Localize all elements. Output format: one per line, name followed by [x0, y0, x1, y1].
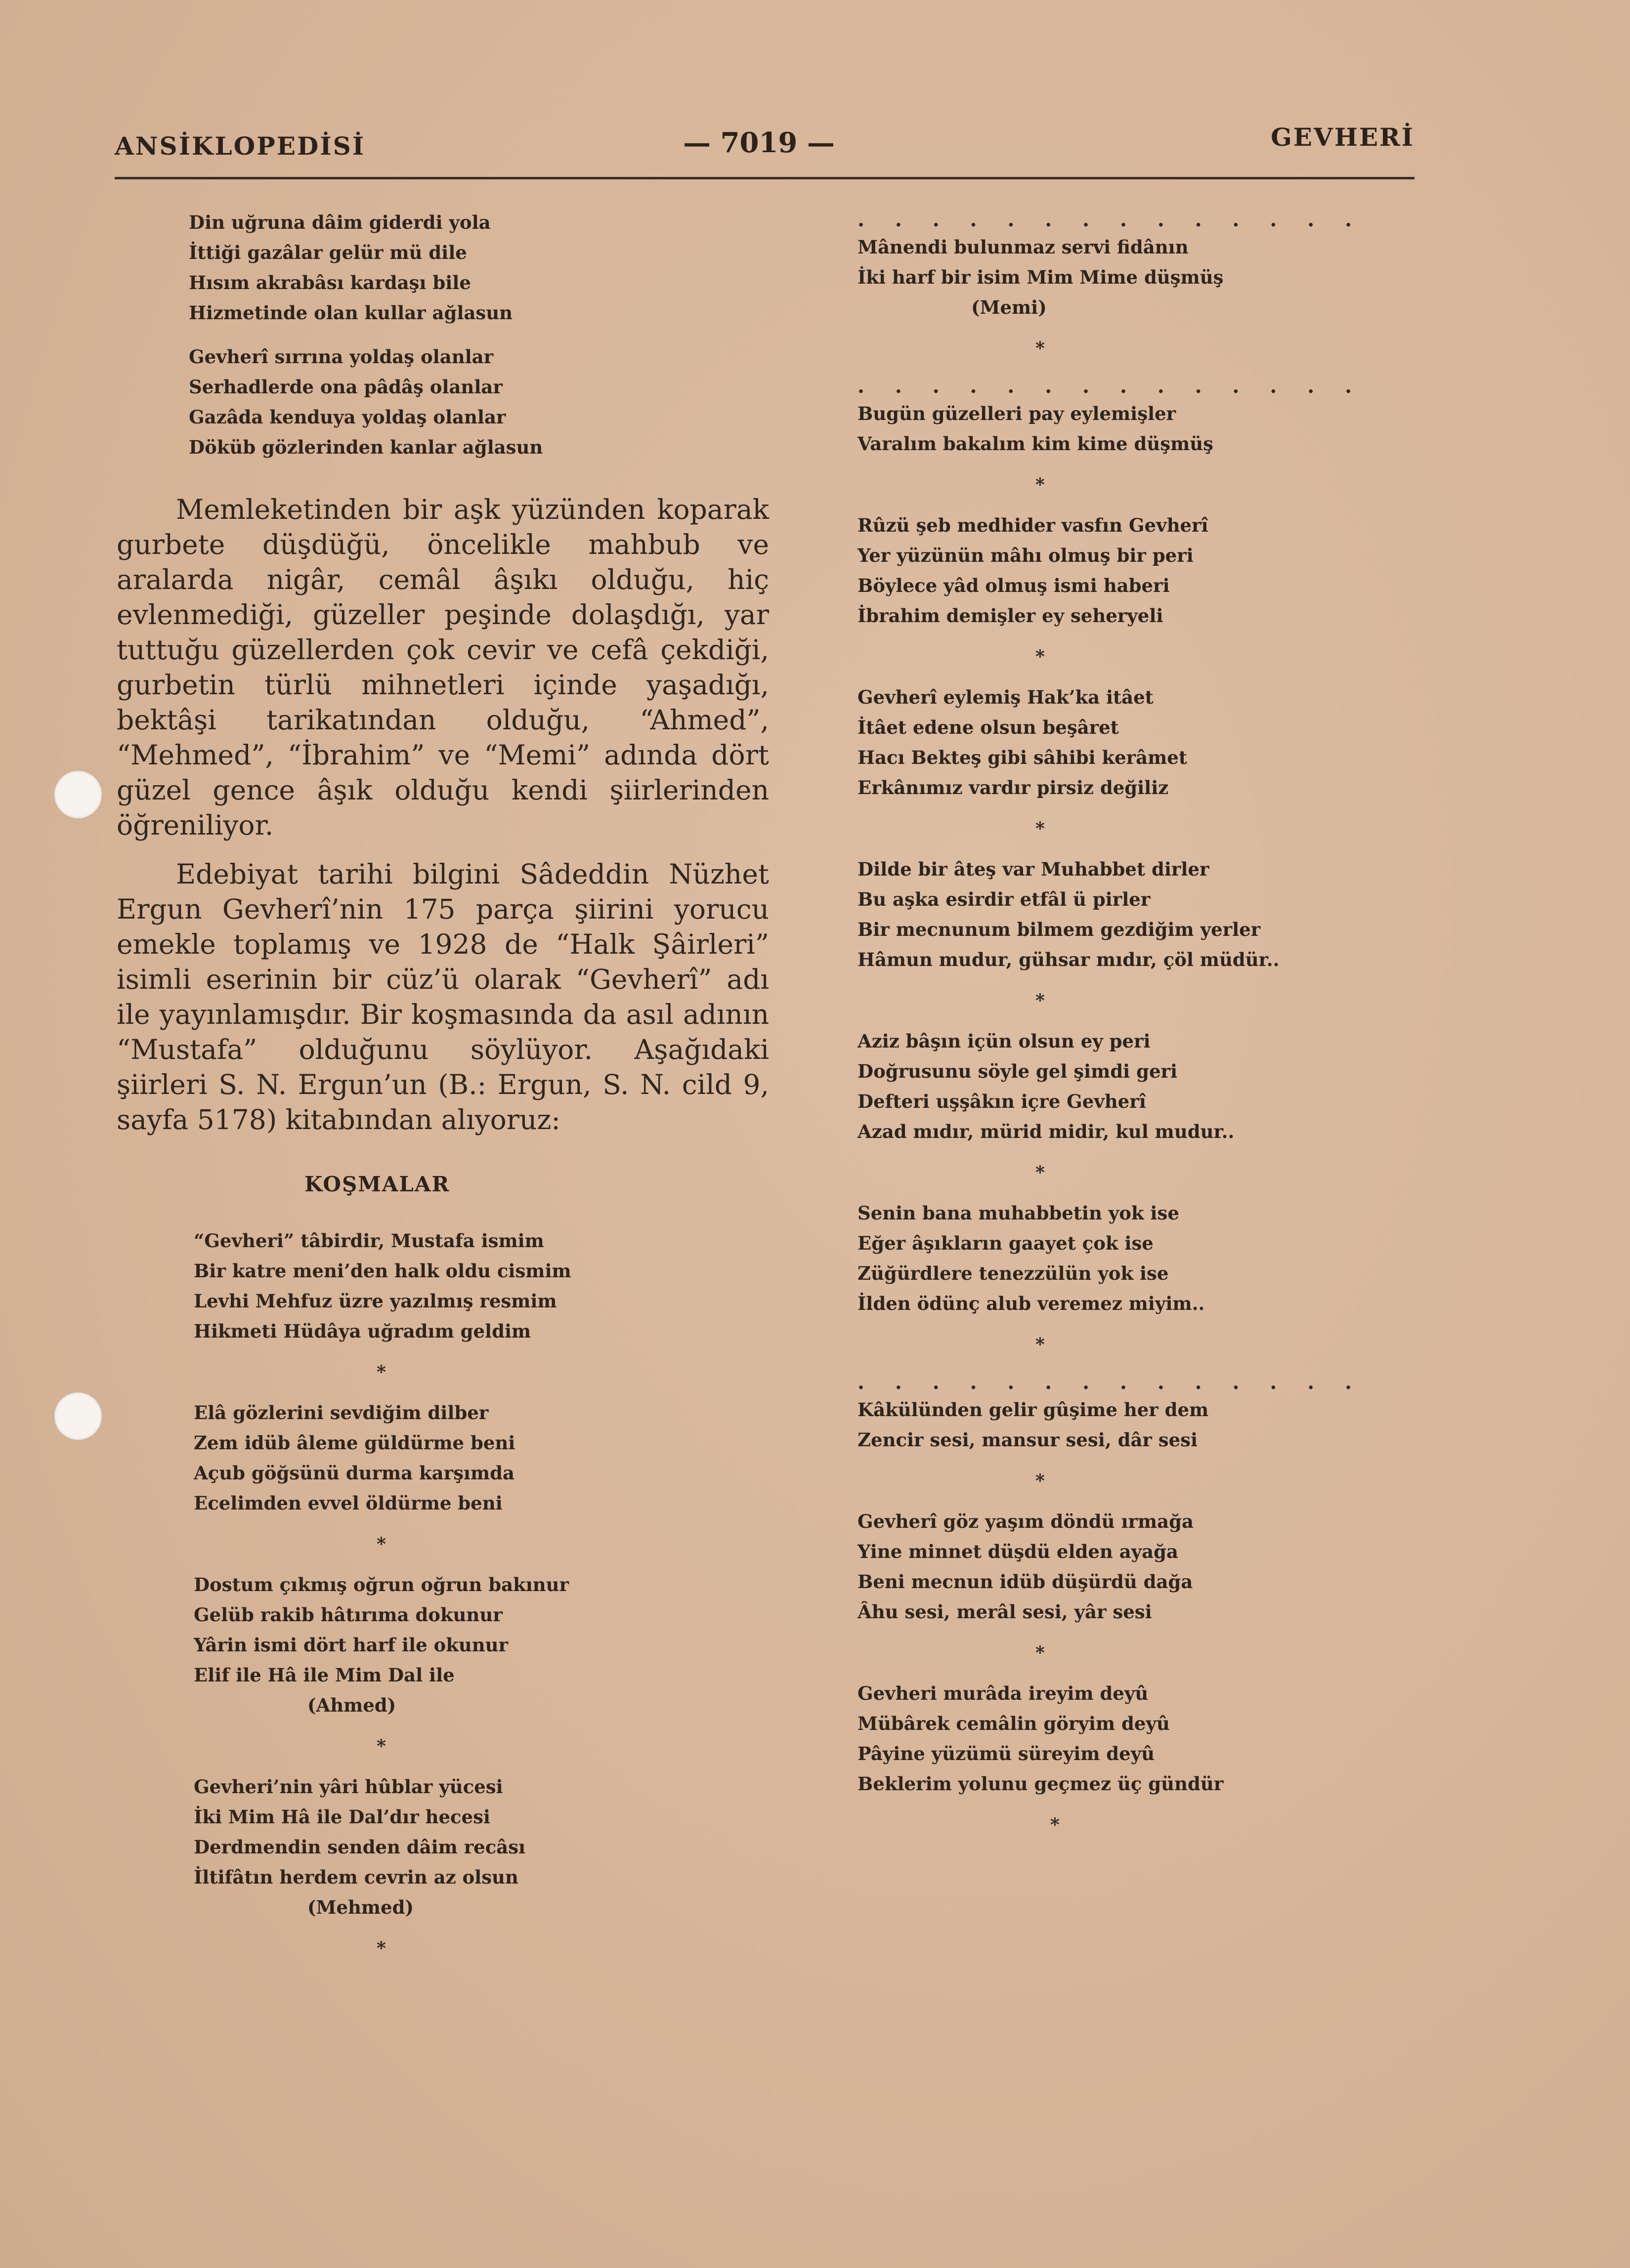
star-separator: *: [1035, 338, 1045, 359]
verse-line: Doğrusunu söyle gel şimdi geri: [858, 1060, 1178, 1082]
star-separator: *: [1035, 1470, 1045, 1491]
verse-line: Levhi Mehfuz üzre yazılmış resmim: [194, 1290, 557, 1312]
verse-line: İki harf bir isim Mim Mime düşmüş: [858, 266, 1224, 288]
star-separator: *: [377, 1362, 386, 1383]
verse-line: Açub göğsünü durma karşımda: [194, 1462, 515, 1484]
star-separator: *: [1050, 1814, 1060, 1835]
stanza: [194, 1570, 769, 1721]
verse-line: Erkânımız vardır pirsiz değiliz: [858, 777, 1169, 798]
stanza: [189, 208, 769, 328]
verse-line: Ecelimden evvel öldürme beni: [194, 1492, 503, 1514]
stanza: [194, 1772, 769, 1923]
verse-line: Elâ gözlerini sevdiğim dilber: [194, 1402, 489, 1424]
verse-line: Pâyine yüzümü süreyim deyû: [858, 1743, 1155, 1764]
verse-line: Din uğruna dâim giderdi yola: [189, 211, 491, 233]
verse-line: Yârin ismi dört harf ile okunur: [194, 1634, 509, 1656]
verse-line: Zem idüb âleme güldürme beni: [194, 1432, 515, 1454]
verse-line: Hizmetinde olan kullar ağlasun: [189, 302, 513, 324]
stanza: [194, 1226, 769, 1346]
left-column: [117, 208, 769, 1974]
verse-line: Mübârek cemâlin göryim deyû: [858, 1713, 1170, 1734]
verse-line: Aziz bâşın içün olsun ey peri: [858, 1030, 1151, 1052]
stanza: [194, 1398, 769, 1518]
verse-line: Mânendi bulunmaz servi fidânın: [858, 236, 1189, 258]
verse-line: İbrahim demişler ey seheryeli: [858, 605, 1163, 627]
verse-line: Dilde bir âteş var Muhabbet dirler: [858, 858, 1209, 880]
stanza: [858, 399, 1416, 459]
verse-line: Gevherî eylemiş Hak’ka itâet: [858, 686, 1154, 708]
verse-line: Bir katre meni’den halk oldu cismim: [194, 1260, 571, 1282]
verse-line: Züğürdlere tenezzülün yok ise: [858, 1262, 1169, 1284]
verse-line: Bu aşka esirdir etfâl ü pirler: [858, 888, 1151, 910]
verse-block: [117, 208, 769, 462]
page-header: [115, 123, 1415, 172]
verse-line: Bugün güzelleri pay eylemişler: [858, 403, 1176, 424]
star-separator: *: [1035, 1334, 1045, 1355]
verse-line: İlden ödünç alub veremez miyim..: [858, 1293, 1205, 1314]
verse-line: Derdmendin senden dâim recâsı: [194, 1836, 526, 1858]
ellipsis-separator: . . . . . . . . . . . . . .: [858, 208, 1364, 231]
verse-line: Senin bana muhabbetin yok ise: [858, 1202, 1179, 1224]
verse-line: Beklerim yolunu geçmez üç gündür: [858, 1773, 1224, 1795]
stanza: [858, 1395, 1416, 1455]
verse-line: İttiği gazâlar gelür mü dile: [189, 242, 467, 263]
verse-line: Yine minnet düşdü elden ayağa: [858, 1541, 1178, 1562]
verse-line: Kâkülünden gelir gûşime her dem: [858, 1399, 1209, 1421]
right-column: [858, 208, 1416, 1850]
verse-line: Rûzü şeb medhider vasfın Gevherî: [858, 514, 1208, 536]
paragraph: Edebiyat tarihi bilgini Sâdeddin Nüzhet Ergun Gevherî’nin 175 parça şiirini yorucu emekle toplamış ve 1928 de “Halk Şâirleri” isimli eserinin bir cüz’ü olarak “Gevherî” adı ile yayınlamışdır. Bir koşmasında da asıl adının “Mustafa” olduğunu söylüyor. Aşağıdaki şiirleri S. N. Ergun’un (B.: Ergun, S. N. cild 9, sayfa 5178) kitabından alıyoruz:: [117, 858, 769, 1135]
verse-line: Bir mecnunum bilmem gezdiğim yerler: [858, 919, 1261, 940]
prose-block: [117, 492, 769, 1137]
verse-line: İltifâtın herdem cevrin az olsun: [194, 1866, 518, 1888]
poem-caption: (Mehmed): [307, 1896, 414, 1918]
star-separator: *: [377, 1938, 386, 1959]
verse-line: Gelüb rakib hâtırıma dokunur: [194, 1604, 503, 1626]
star-separator: *: [1035, 474, 1045, 495]
verse-line: Eğer âşıkların gaayet çok ise: [858, 1232, 1154, 1254]
verse-line: Gevherî göz yaşım döndü ırmağa: [858, 1511, 1194, 1532]
verse-line: Gazâda kenduya yoldaş olanlar: [189, 406, 506, 428]
verse-line: Gevheri murâda ireyim deyû: [858, 1682, 1149, 1704]
stanza: [858, 1679, 1416, 1799]
verse-line: Hâmun mudur, gühsar mıdır, çöl müdür..: [858, 949, 1280, 970]
stanza: [858, 1026, 1416, 1147]
verse-line: Hısım akrabâsı kardaşı bile: [189, 272, 471, 294]
verse-line: Serhadlerde ona pâdâş olanlar: [189, 376, 503, 398]
section-heading: KOŞMALAR: [304, 1172, 450, 1196]
stanza: [858, 854, 1416, 975]
verse-line: İki Mim Hâ ile Dal’dır hecesi: [194, 1806, 490, 1828]
verse-line: Yer yüzünün mâhı olmuş bir peri: [858, 545, 1194, 566]
stanza: [858, 232, 1416, 323]
verse-line: Defteri uşşâkın içre Gevherî: [858, 1091, 1146, 1112]
verse-line: Varalım bakalım kim kime düşmüş: [858, 433, 1213, 455]
verse-line: Hacı Bekteş gibi sâhibi kerâmet: [858, 747, 1187, 768]
verse-line: Âhu sesi, merâl sesi, yâr sesi: [858, 1601, 1152, 1623]
verse-line: İtâet edene olsun beşâret: [858, 716, 1119, 738]
poem-caption: (Ahmed): [307, 1694, 396, 1716]
verse-line: Dostum çıkmış oğrun oğrun bakınur: [194, 1574, 569, 1596]
star-separator: *: [377, 1534, 386, 1554]
verse-line: Elif ile Hâ ile Mim Dal ile: [194, 1664, 455, 1686]
ellipsis-separator: . . . . . . . . . . . . . .: [858, 1371, 1364, 1394]
verse-line: “Gevheri” tâbirdir, Mustafa ismim: [194, 1230, 544, 1252]
stanza: [858, 510, 1416, 631]
verse-line: Gevherî sırrına yoldaş olanlar: [189, 346, 494, 368]
stanza: [858, 682, 1416, 803]
poem-caption: (Memi): [971, 296, 1047, 318]
verse-line: Döküb gözlerinden kanlar ağlasun: [189, 436, 543, 458]
star-separator: *: [1035, 1162, 1045, 1183]
binder-hole: [54, 1392, 102, 1440]
star-separator: *: [1035, 818, 1045, 839]
star-separator: *: [1035, 646, 1045, 667]
header-rule: [115, 177, 1415, 179]
star-separator: *: [377, 1736, 386, 1757]
poem-block: [117, 1226, 769, 1963]
page-number: — 7019 —: [683, 126, 835, 159]
stanza: [858, 1507, 1416, 1627]
ellipsis-separator: . . . . . . . . . . . . . .: [858, 375, 1364, 398]
verse-line: Hikmeti Hüdâya uğradım geldim: [194, 1320, 531, 1342]
star-separator: *: [1035, 990, 1045, 1011]
verse-line: Azad mıdır, mürid midir, kul mudur..: [858, 1121, 1235, 1142]
binder-hole: [54, 771, 102, 818]
verse-line: Gevheri’nin yâri hûblar yücesi: [194, 1776, 503, 1798]
stanza: [858, 1198, 1416, 1319]
header-right-title: GEVHERİ: [1271, 123, 1415, 152]
verse-line: Beni mecnun idüb düşürdü dağa: [858, 1571, 1193, 1593]
star-separator: *: [1035, 1642, 1045, 1663]
verse-line: Böylece yâd olmuş ismi haberi: [858, 575, 1170, 596]
header-left-title: ANSİKLOPEDİSİ: [115, 131, 366, 161]
paragraph: Memleketinden bir aşk yüzünden koparak gurbete düşdüğü, öncelikle mahbub ve aralarda nigâr, cemâl âşıkı olduğu, hiç evlenmediği, güzeller peşinde dolaşdığı, yar tuttuğu güzellerden çok cevir ve cefâ çekdiği, gurbetin türlü mihnetleri içinde yaşadığı, bektâşi tarikatından olduğu, “Ahmed”, “Mehmed”, “İbrahim” ve “Memi” adında dört güzel gence âşık olduğu kendi şiirlerinden öğreniliyor.: [117, 494, 769, 841]
stanza: [189, 342, 769, 462]
verse-line: Zencir sesi, mansur sesi, dâr sesi: [858, 1429, 1198, 1451]
